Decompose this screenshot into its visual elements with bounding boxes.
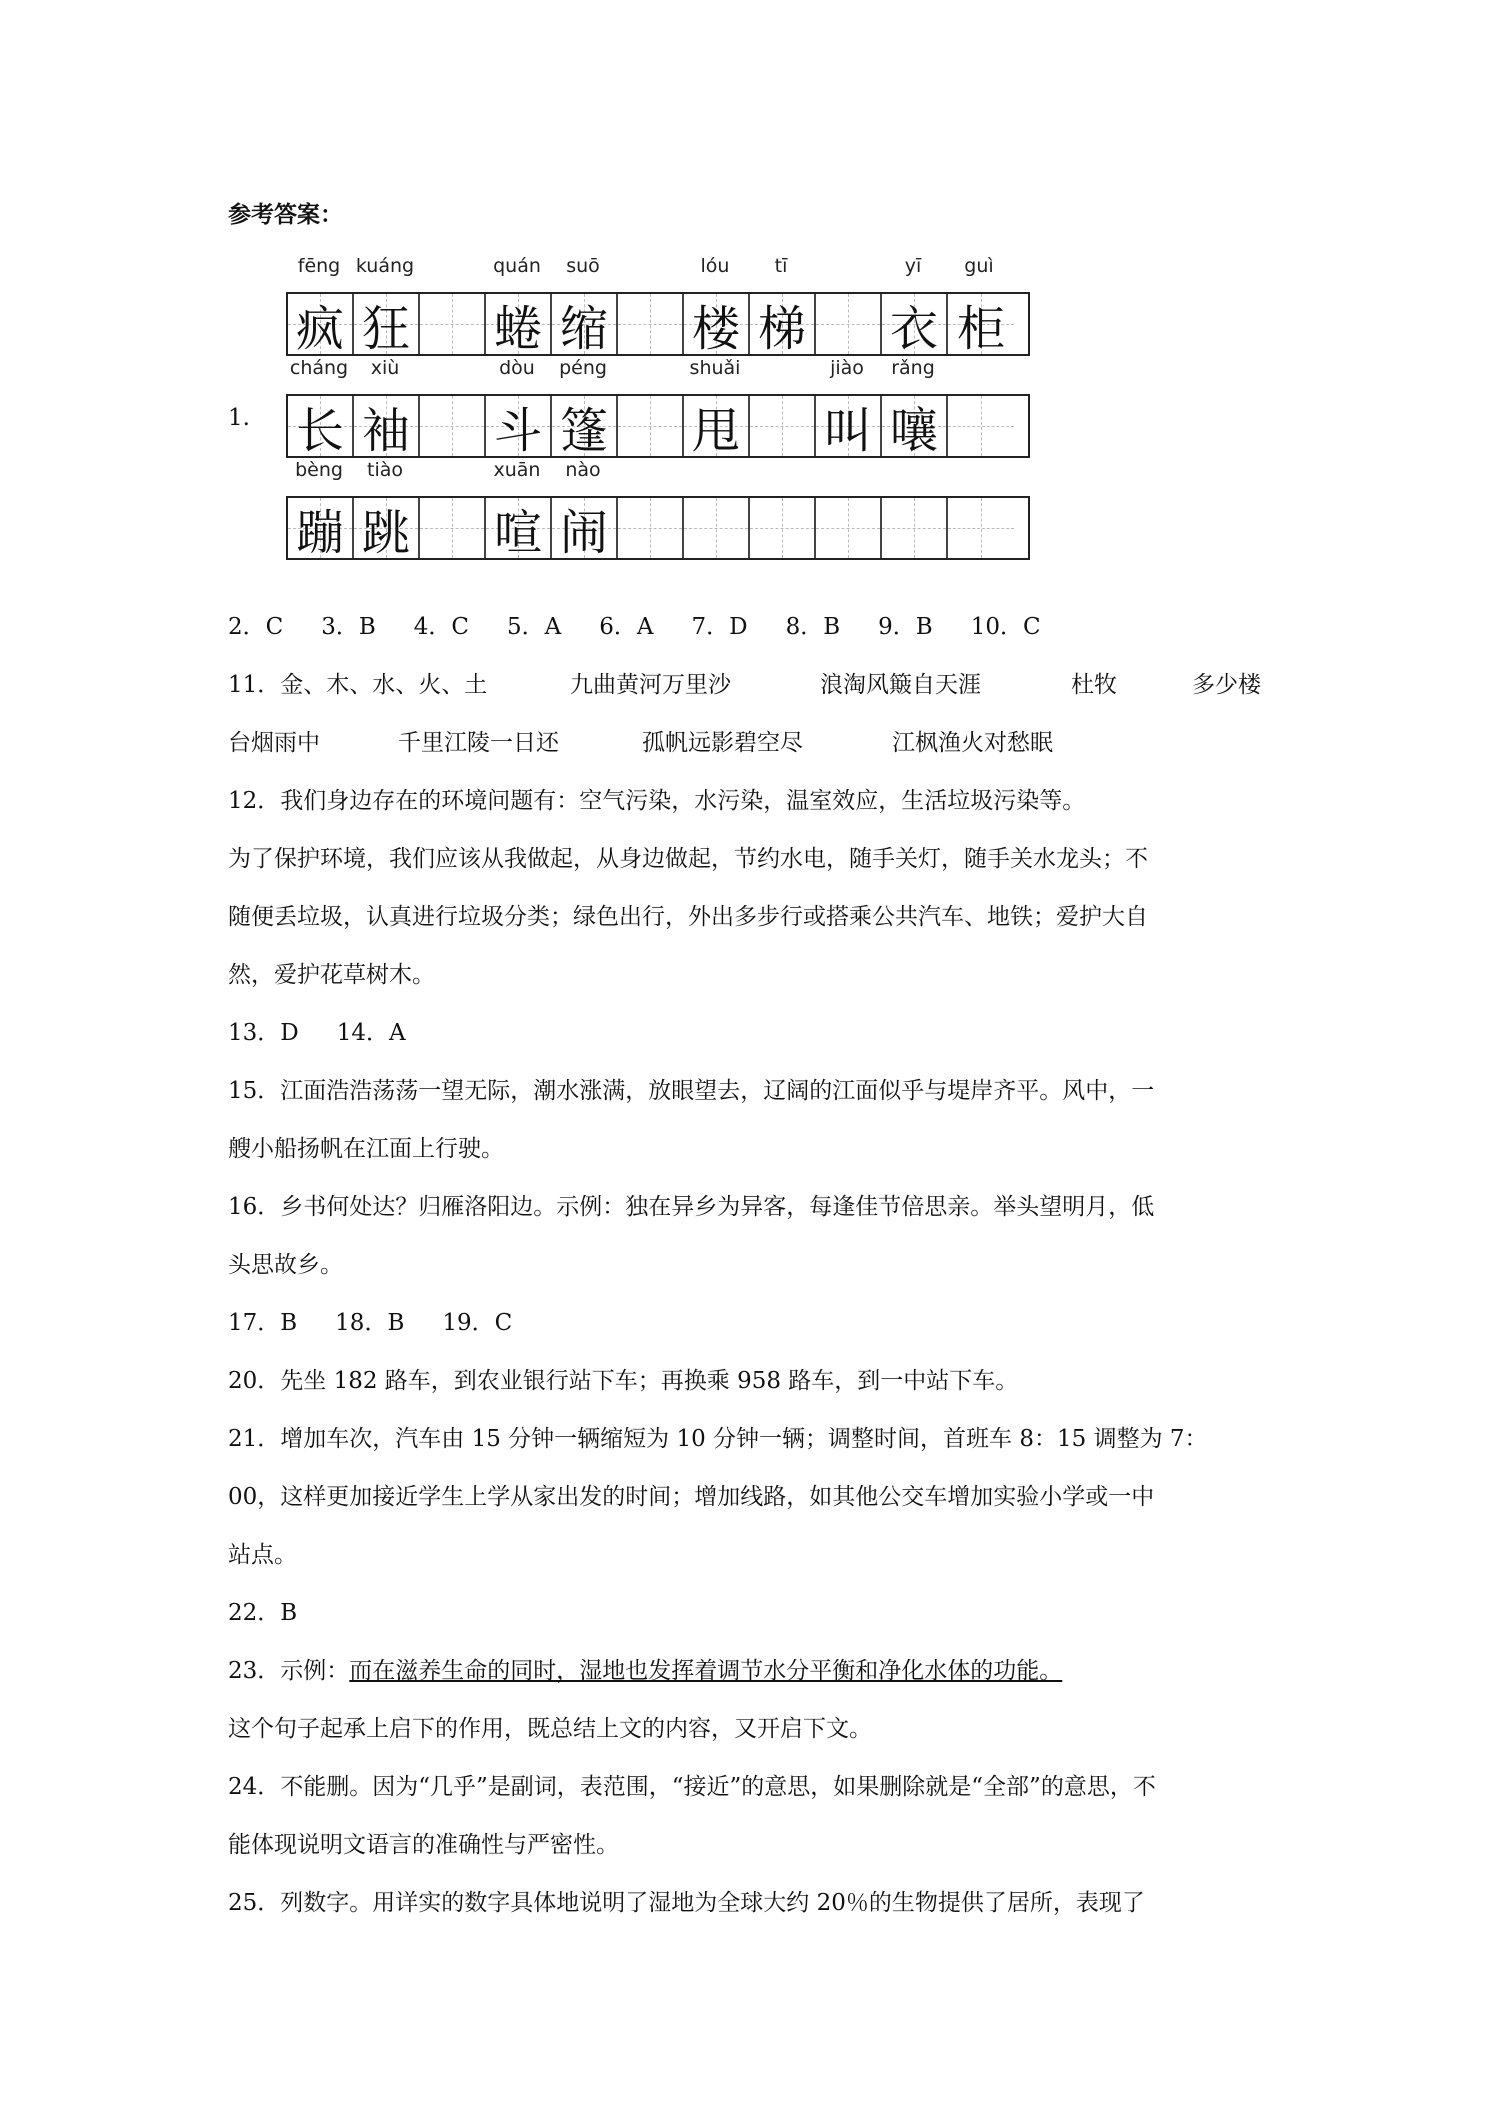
tianzige-cell [354, 396, 420, 459]
answer-part: 九曲黄河万里沙 [570, 672, 731, 698]
tianzige-cell [618, 294, 684, 354]
answer-part: 孤帆远影碧空尽 [642, 730, 803, 756]
tianzige-cell [750, 396, 816, 456]
pinyin-line [286, 255, 1030, 285]
pinyin-grid-row-1 [286, 255, 1030, 360]
tianzige-cell [288, 294, 354, 357]
cell-char: 篷 [559, 402, 608, 459]
pinyin-grid-row-2 [286, 357, 1030, 462]
answer-12-line-1: 12．我们身边存在的环境问题有：空气污染，水污染，温室效应，生活垃圾污染等。 [228, 788, 1086, 814]
answer-prefix: 23．示例： [228, 1658, 350, 1684]
cell-char [750, 396, 814, 456]
tianzige-cell [750, 294, 816, 357]
answer-20: 20．先坐 182 路车，到农业银行站下车；再换乘 958 路车，到一中站下车。 [228, 1368, 1019, 1394]
cell-char [684, 498, 748, 558]
cell-char: 梯 [757, 300, 806, 357]
answer: 18．B [335, 1310, 405, 1336]
tianzige-cell [552, 498, 618, 561]
answer-part: 千里江陵一日还 [398, 730, 559, 756]
tianzige-cell [420, 294, 486, 354]
cell-char: 蜷 [493, 300, 542, 357]
pinyin: rǎng [891, 357, 935, 379]
cell-char [816, 294, 880, 354]
tianzige-cell [486, 396, 552, 459]
answer-22: 22．B [228, 1600, 298, 1626]
answer-21-line-2: 00，这样更加接近学生上学从家出发的时间；增加线路，如其他公交车增加实验小学或一中 [228, 1484, 1155, 1510]
tianzige-cell [684, 396, 750, 459]
cell-char [948, 498, 1014, 558]
answer-16-line-2: 头思故乡。 [228, 1252, 343, 1278]
pinyin: kuáng [355, 255, 415, 277]
pinyin-grid-row-3 [286, 459, 1030, 564]
tianzige-cell [618, 396, 684, 456]
answer-23-line-2: 这个句子起承上启下的作用，既总结上文的内容，又开启下文。 [228, 1716, 872, 1742]
answer-heading: 参考答案： [228, 201, 343, 228]
answer: 10．C [970, 614, 1041, 640]
tianzige-cell [882, 396, 948, 459]
answer-11-line-1 [228, 666, 1261, 699]
cell-char: 狂 [361, 300, 410, 357]
cell-char: 斗 [493, 402, 542, 459]
pinyin: guì [964, 255, 994, 277]
answer-21-line-1: 21．增加车次，汽车由 15 分钟一辆缩短为 10 分钟一辆；调整时间，首班车 8：15 调整为 7： [228, 1426, 1208, 1452]
tianzige-cell [750, 498, 816, 558]
answers-17-19 [228, 1304, 550, 1337]
answer-21-line-3: 站点。 [228, 1542, 297, 1568]
tianzige-boxes [286, 496, 1030, 560]
answer: 6．A [599, 614, 654, 640]
answer: 8．B [785, 614, 841, 640]
answer-part: 多少楼 [1192, 672, 1261, 698]
tianzige-cell [552, 396, 618, 459]
underlined-sentence: 而在滋养生命的同时，湿地也发挥着调节水分平衡和净化水体的功能。 [349, 1658, 1063, 1684]
cell-char: 柜 [956, 300, 1005, 357]
pinyin: cháng [289, 357, 349, 379]
tianzige-cell [486, 294, 552, 357]
pinyin: xuān [493, 459, 541, 481]
tianzige-cell [882, 294, 948, 357]
answer: 5．A [507, 614, 562, 640]
cell-char: 喧 [493, 504, 542, 561]
answer-part: 江枫渔火对愁眠 [892, 730, 1053, 756]
cell-char: 嚷 [889, 402, 938, 459]
pinyin-line [286, 357, 1030, 387]
pinyin-line [286, 459, 1030, 489]
pinyin: xiù [370, 357, 400, 379]
pinyin: tī [774, 255, 788, 277]
tianzige-cell [948, 498, 1014, 558]
answer-15-line-2: 艘小船扬帆在江面上行驶。 [228, 1136, 504, 1162]
tianzige-boxes [286, 394, 1030, 458]
answer-16-line-1: 16．乡书何处达？归雁洛阳边。示例：独在异乡为异客，每逢佳节倍思亲。举头望明月，低 [228, 1194, 1155, 1220]
cell-char: 甩 [691, 402, 740, 459]
cell-char [420, 396, 484, 456]
tianzige-cell [684, 294, 750, 357]
cell-char [420, 294, 484, 354]
pinyin: bèng [295, 459, 343, 481]
cell-char: 缩 [559, 300, 608, 357]
pinyin: nào [565, 459, 601, 481]
tianzige-cell [552, 294, 618, 357]
tianzige-cell [420, 498, 486, 558]
tianzige-cell [816, 294, 882, 354]
answer-part: 台烟雨中 [228, 730, 320, 756]
answer: 2．C [228, 614, 284, 640]
cell-char: 衣 [889, 300, 938, 357]
cell-char [618, 396, 682, 456]
answer-24-line-2: 能体现说明文语言的准确性与严密性。 [228, 1832, 619, 1858]
tianzige-cell [354, 498, 420, 561]
q1-number: 1. [228, 405, 250, 431]
cell-char: 袖 [361, 402, 410, 459]
cell-char [816, 498, 880, 558]
answer: 7．D [691, 614, 748, 640]
tianzige-cell [288, 396, 354, 459]
cell-char [948, 396, 1014, 456]
cell-char: 疯 [295, 300, 344, 357]
answer-11-line-2 [228, 724, 1053, 757]
answer-24-line-1: 24．不能删。因为“几乎”是副词，表范围，“接近”的意思，如果删除就是“全部”的意思，不 [228, 1774, 1156, 1800]
pinyin: suō [566, 255, 600, 277]
answer: 9．B [878, 614, 933, 640]
cell-char: 长 [295, 402, 344, 459]
cell-char: 闹 [559, 504, 608, 561]
cell-char [618, 498, 682, 558]
cell-char [618, 294, 682, 354]
pinyin: quán [493, 255, 541, 277]
answer-12-line-3: 随便丢垃圾，认真进行垃圾分类；绿色出行，外出多步行或搭乘公共汽车、地铁；爱护大自 [228, 904, 1148, 930]
tianzige-cell [618, 498, 684, 558]
tianzige-cell [948, 294, 1014, 357]
answers-2-10 [228, 608, 1079, 641]
answer: 13．D [228, 1020, 299, 1046]
pinyin: jiào [830, 357, 864, 379]
answer-12-line-2: 为了保护环境，我们应该从我做起，从身边做起，节约水电，随手关灯，随手关水龙头；不 [228, 846, 1148, 872]
answer-25-line-1: 25．列数字。用详实的数字具体地说明了湿地为全球大约 20％的生物提供了居所，表现了 [228, 1890, 1145, 1916]
pinyin: dòu [499, 357, 535, 379]
answer-12-line-4: 然，爱护花草树木。 [228, 962, 435, 988]
tianzige-cell [948, 396, 1014, 456]
cell-char: 叫 [823, 402, 872, 459]
cell-char [882, 498, 946, 558]
tianzige-cell [486, 498, 552, 561]
pinyin: shuǎi [689, 357, 741, 379]
tianzige-cell [420, 396, 486, 456]
pinyin: lóu [700, 255, 730, 277]
cell-char: 跳 [361, 504, 410, 561]
answer-part: 杜牧 [1071, 672, 1117, 698]
tianzige-cell [816, 498, 882, 558]
answer: 17．B [228, 1310, 298, 1336]
answer: 19．C [442, 1310, 513, 1336]
pinyin: fēng [297, 255, 341, 277]
answer: 14．A [336, 1020, 406, 1046]
pinyin: tiào [367, 459, 403, 481]
tianzige-cell [684, 498, 750, 558]
answer-part: 浪淘风簸自天涯 [820, 672, 981, 698]
tianzige-cell [288, 498, 354, 561]
answer: 3．B [321, 614, 376, 640]
cell-char: 楼 [691, 300, 740, 357]
cell-char: 蹦 [295, 504, 344, 561]
answer-15-line-1: 15．江面浩浩荡荡一望无际，潮水涨满，放眼望去，辽阔的江面似乎与堤岸齐平。风中，一 [228, 1078, 1155, 1104]
tianzige-boxes [286, 292, 1030, 356]
cell-char [750, 498, 814, 558]
pinyin: péng [559, 357, 607, 379]
tianzige-cell [882, 498, 948, 558]
answer-23-line-1 [228, 1652, 1062, 1685]
cell-char [420, 498, 484, 558]
answer: 4．C [413, 614, 470, 640]
tianzige-cell [354, 294, 420, 357]
answer-part: 11．金、木、水、火、土 [228, 672, 488, 698]
pinyin: yī [904, 255, 922, 277]
tianzige-cell [816, 396, 882, 459]
answers-13-14 [228, 1014, 444, 1047]
